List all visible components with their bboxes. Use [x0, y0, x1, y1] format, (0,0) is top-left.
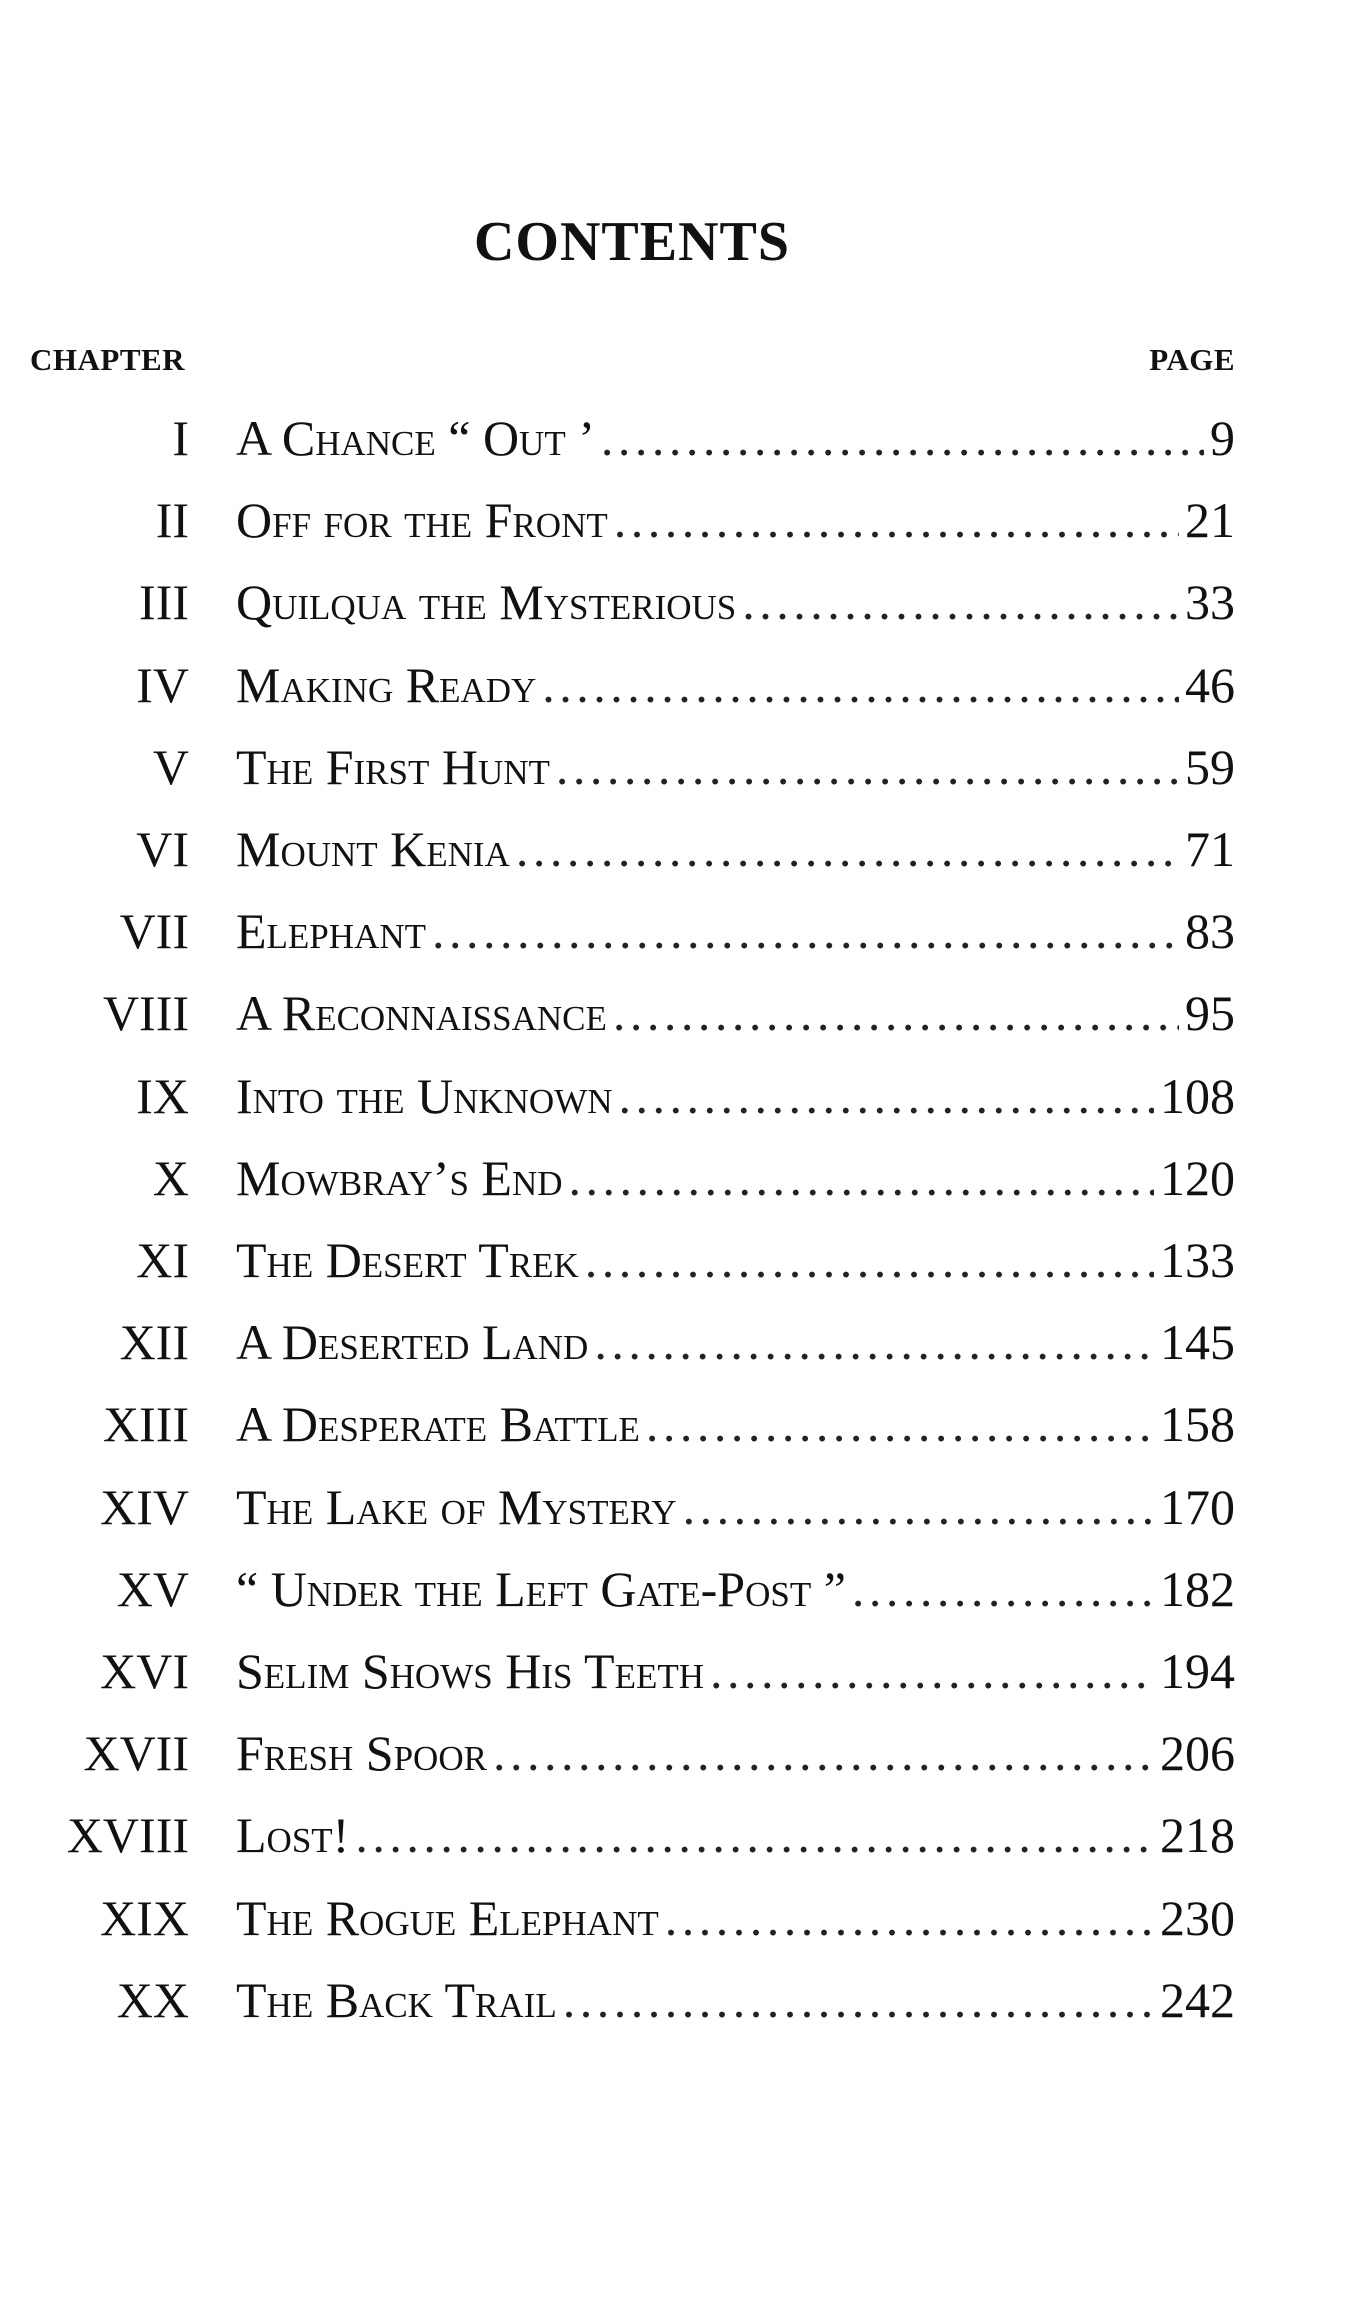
- page-number: 230: [1160, 1889, 1235, 1946]
- page-number: 108: [1160, 1067, 1235, 1124]
- page-number: 218: [1160, 1807, 1235, 1864]
- toc-entry-line: [236, 1138, 1235, 1218]
- toc-entry-line: [236, 480, 1235, 560]
- chapter-title: The First Hunt: [236, 738, 550, 795]
- toc-entry: [0, 1056, 1359, 1136]
- chapter-number: XVIII: [66, 1807, 189, 1864]
- page-number: 33: [1185, 574, 1235, 631]
- chapter-title: A Reconnaissance: [236, 985, 607, 1042]
- page-number: 9: [1210, 410, 1235, 466]
- toc-entry: [0, 1795, 1359, 1875]
- toc-entry: [0, 1138, 1359, 1218]
- dot-leader: [665, 1878, 1154, 1958]
- toc-entry-line: [236, 891, 1235, 971]
- toc-entry: [0, 727, 1359, 807]
- toc-entry-line: [236, 809, 1235, 889]
- page-number: 242: [1160, 1971, 1235, 2028]
- toc-entry-line: [236, 1713, 1235, 1793]
- chapter-title: Into the Unknown: [236, 1067, 613, 1124]
- toc-entry-line: [236, 1549, 1235, 1629]
- toc-entry-line: [236, 398, 1235, 478]
- chapter-number: XIV: [100, 1478, 189, 1535]
- toc-entry-line: [236, 645, 1235, 725]
- page-number: 145: [1160, 1314, 1235, 1371]
- chapter-number: I: [172, 410, 189, 466]
- toc-entry-line: [236, 1960, 1235, 2040]
- dot-leader: [556, 727, 1179, 807]
- chapter-title: Off for the Front: [236, 492, 608, 549]
- toc-entry: [0, 1960, 1359, 2040]
- toc-entry-line: [236, 973, 1235, 1053]
- chapter-title: The Rogue Elephant: [236, 1889, 659, 1946]
- dot-leader: [601, 398, 1204, 478]
- page-number: 120: [1160, 1149, 1235, 1206]
- dot-leader: [432, 891, 1179, 971]
- toc-entry-line: [236, 562, 1235, 642]
- page-number: 182: [1160, 1560, 1235, 1617]
- chapter-number: X: [152, 1149, 189, 1206]
- toc-entry: [0, 645, 1359, 725]
- dot-leader: [516, 809, 1179, 889]
- page-number: 46: [1185, 656, 1235, 713]
- chapter-number: XIII: [102, 1396, 189, 1453]
- chapter-title: Fresh Spoor: [236, 1725, 487, 1782]
- page-number: 59: [1185, 738, 1235, 795]
- chapter-title: Mowbray’s End: [236, 1149, 563, 1206]
- chapter-number: XIX: [100, 1889, 189, 1946]
- chapter-title: A Desperate Battle: [236, 1396, 640, 1453]
- chapter-number: VI: [136, 821, 189, 877]
- dot-leader: [542, 645, 1179, 725]
- chapter-title: Lost!: [236, 1807, 350, 1864]
- page-number: 71: [1185, 821, 1235, 877]
- toc-entry: [0, 1467, 1359, 1547]
- toc-entry-line: [236, 1795, 1235, 1875]
- chapter-title: Making Ready: [236, 656, 537, 713]
- dot-leader: [355, 1795, 1154, 1875]
- chapter-number: XII: [119, 1314, 189, 1371]
- toc-entry-line: [236, 727, 1235, 807]
- dot-leader: [569, 1138, 1154, 1218]
- toc-entry: [0, 973, 1359, 1053]
- toc-entry: [0, 1549, 1359, 1629]
- chapter-title: Quilqua the Mysterious: [236, 574, 737, 631]
- dot-leader: [683, 1467, 1154, 1547]
- dot-leader: [852, 1549, 1154, 1629]
- chapter-number: III: [139, 574, 189, 631]
- chapter-title: The Back Trail: [236, 1971, 557, 2028]
- page-number: 83: [1185, 903, 1235, 960]
- chapter-number: II: [155, 492, 189, 549]
- dot-leader: [710, 1631, 1154, 1711]
- toc-entry-line: [236, 1878, 1235, 1958]
- chapter-title: A Chance “ Out ’: [236, 410, 595, 466]
- chapter-number: XVI: [100, 1643, 189, 1699]
- toc-entry: [0, 1631, 1359, 1711]
- dot-leader: [742, 562, 1179, 642]
- chapter-title: Mount Kenia: [236, 821, 510, 877]
- page-number: 194: [1160, 1643, 1235, 1699]
- page-number: 133: [1160, 1232, 1235, 1288]
- toc-entry-line: [236, 1302, 1235, 1382]
- page-column-header: PAGE: [1149, 342, 1235, 377]
- dot-leader: [563, 1960, 1154, 2040]
- page-number: 170: [1160, 1478, 1235, 1535]
- dot-leader: [619, 1056, 1154, 1136]
- chapter-number: IX: [136, 1067, 189, 1124]
- toc-entry-line: [236, 1467, 1235, 1547]
- toc-entry-line: [236, 1056, 1235, 1136]
- chapter-title: A Deserted Land: [236, 1314, 589, 1371]
- chapter-number: V: [152, 738, 189, 795]
- chapter-title: The Lake of Mystery: [236, 1478, 677, 1535]
- chapter-title: Selim Shows His Teeth: [236, 1643, 704, 1699]
- dot-leader: [585, 1220, 1154, 1300]
- dot-leader: [646, 1384, 1154, 1464]
- toc-entry-line: [236, 1631, 1235, 1711]
- dot-leader: [493, 1713, 1154, 1793]
- toc-entry: [0, 398, 1359, 478]
- toc-entry: [0, 1878, 1359, 1958]
- toc-entry-line: [236, 1220, 1235, 1300]
- toc-entry: [0, 891, 1359, 971]
- chapter-number: VII: [119, 903, 189, 960]
- toc-entry-line: [236, 1384, 1235, 1464]
- chapter-title: The Desert Trek: [236, 1232, 579, 1288]
- chapter-number: XV: [116, 1560, 189, 1617]
- dot-leader: [594, 1302, 1154, 1382]
- chapter-number: XI: [136, 1232, 189, 1288]
- dot-leader: [613, 973, 1179, 1053]
- toc-entry: [0, 1220, 1359, 1300]
- toc-entry: [0, 1302, 1359, 1382]
- toc-entry: [0, 1713, 1359, 1793]
- chapter-number: VIII: [102, 985, 189, 1042]
- toc-entry: [0, 562, 1359, 642]
- page-number: 95: [1185, 985, 1235, 1042]
- chapter-number: IV: [136, 656, 189, 713]
- page-number: 21: [1185, 492, 1235, 549]
- toc-entry: [0, 1384, 1359, 1464]
- dot-leader: [614, 480, 1179, 560]
- chapter-number: XX: [116, 1971, 189, 2028]
- chapter-title: Elephant: [236, 903, 426, 960]
- chapter-column-header: CHAPTER: [30, 342, 186, 377]
- toc-entry: [0, 809, 1359, 889]
- toc-entry: [0, 480, 1359, 560]
- page-title: CONTENTS: [473, 211, 791, 273]
- chapter-title: “ Under the Left Gate-Post ”: [236, 1560, 846, 1617]
- chapter-number: XVII: [83, 1725, 189, 1782]
- page-number: 158: [1160, 1396, 1235, 1453]
- page-number: 206: [1160, 1725, 1235, 1782]
